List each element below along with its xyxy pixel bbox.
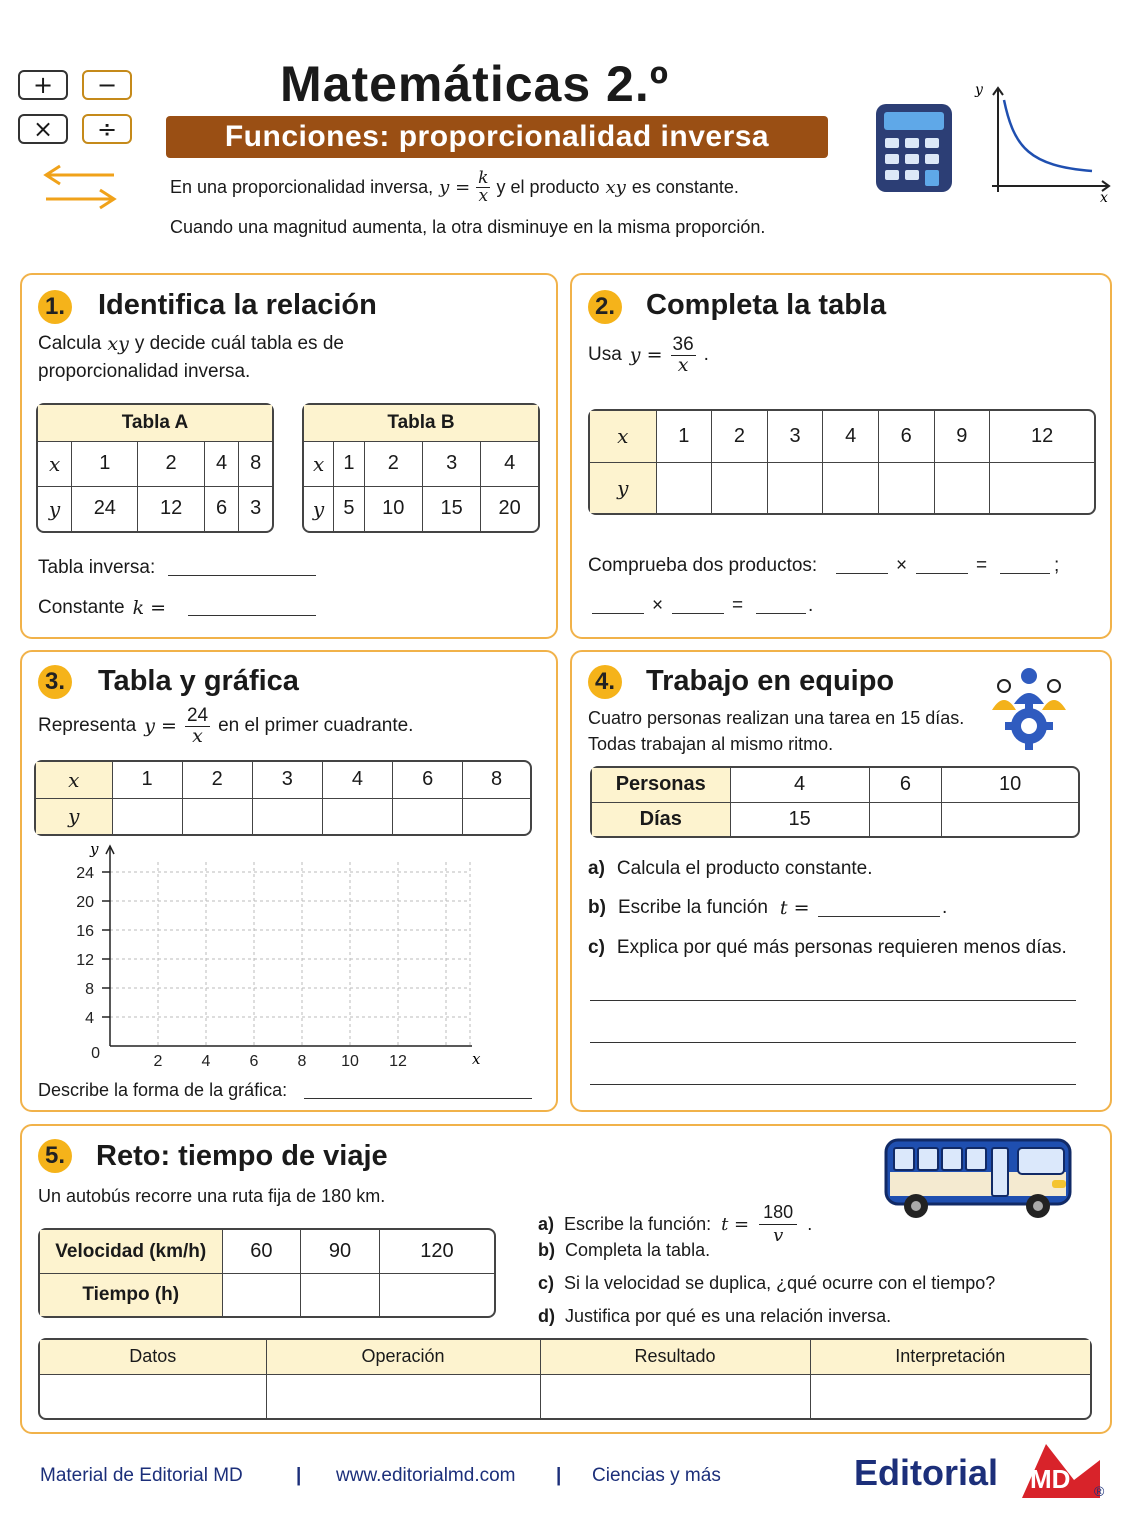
inverse-table-answer-line[interactable] <box>168 575 316 576</box>
instr-part-1: Calcula <box>38 333 102 354</box>
y-answer-cell[interactable] <box>878 462 934 513</box>
x-tick-label: 6 <box>249 1053 259 1070</box>
x-axis-label: x <box>472 1050 481 1068</box>
time-answer-cell[interactable] <box>222 1274 301 1316</box>
intro-text-a: En una proporcionalidad inversa, <box>170 177 434 197</box>
constant-label: Constante <box>38 597 125 618</box>
bus-icon <box>882 1134 1078 1222</box>
x-tick-label: 10 <box>341 1053 359 1070</box>
work-col-header: Datos <box>40 1340 266 1374</box>
table-a-x-cell: 1 <box>72 441 138 486</box>
section-4-title: Trabajo en equipo <box>646 665 895 697</box>
describe-answer-line[interactable] <box>304 1098 532 1099</box>
section-5-number: 5. <box>38 1139 72 1173</box>
work-answer-cell[interactable] <box>810 1374 1090 1418</box>
registered-mark: ® <box>1094 1483 1105 1499</box>
question-text: Explica por qué más personas requieren menos días. <box>616 937 1067 958</box>
table-b-x-label: x <box>304 441 334 486</box>
y-axis-label: y <box>90 840 99 858</box>
section-1-instruction <box>38 333 344 355</box>
y-answer-cell[interactable] <box>112 798 182 834</box>
constant-question <box>38 597 166 619</box>
y-answer-cell[interactable] <box>712 462 768 513</box>
section-2-title: Completa la tabla <box>646 289 887 321</box>
footer-url[interactable]: www.editorialmd.com <box>336 1465 516 1486</box>
section-2-number: 2. <box>588 290 622 324</box>
hyperbola-graph-icon <box>975 78 1115 208</box>
equals-symbol: = <box>732 595 744 616</box>
y-answer-cell[interactable] <box>823 462 879 513</box>
personas-cell: 6 <box>869 768 942 802</box>
formula: y = <box>629 344 663 367</box>
fraction-36-x: $\frac{36}{x}$ <box>672 334 694 376</box>
table-b-y-label: y <box>304 486 334 531</box>
answer-line[interactable] <box>590 1084 1076 1085</box>
x-cell: 6 <box>878 411 934 462</box>
table-a-y-cell: 24 <box>72 486 138 531</box>
logo-mark: MD <box>1030 1464 1071 1494</box>
formula: y = <box>439 177 471 198</box>
constant-answer-line[interactable] <box>188 615 316 616</box>
y-header: y <box>590 462 656 513</box>
team-gear-icon <box>984 664 1074 754</box>
brand-name: Editorial <box>854 1452 999 1493</box>
y-answer-cell[interactable] <box>322 798 392 834</box>
instr-part-2: y decide cuál tabla es de <box>134 333 344 354</box>
footer-material: Material de Editorial MD <box>40 1465 243 1486</box>
y-answer-cell[interactable] <box>252 798 322 834</box>
work-answer-cell[interactable] <box>40 1374 266 1418</box>
describe-label: Describe la forma de la gráfica: <box>38 1080 288 1100</box>
table-b-x-cell: 4 <box>481 441 538 486</box>
minus-op-icon: − <box>82 70 132 100</box>
check-blank[interactable] <box>836 573 888 574</box>
times-symbol: × <box>652 595 664 616</box>
table-a-x-label: x <box>38 441 72 486</box>
fraction-k-x: $\frac{k}{x}$ <box>478 168 489 206</box>
question-b <box>538 1240 710 1261</box>
times-symbol: × <box>896 555 908 576</box>
x-header: x <box>590 411 656 462</box>
question-b <box>588 897 810 919</box>
velocity-cell: 90 <box>301 1230 380 1274</box>
section-3-table <box>34 760 532 836</box>
section-2-instruction: Usa y = $\frac{36}{x}$ . <box>588 334 709 376</box>
intro-line-2: Cuando una magnitud aumenta, la otra disminuye en la misma proporción. <box>170 217 766 237</box>
table-b-y-cell: 5 <box>334 486 364 531</box>
inverse-table-question: Tabla inversa: <box>38 557 156 578</box>
y-answer-cell[interactable] <box>990 462 1094 513</box>
intro-line-1 <box>170 170 739 205</box>
table-b-title: Tabla B <box>304 405 538 441</box>
period: . <box>942 897 948 918</box>
equals-symbol: = <box>976 555 988 576</box>
dias-cell: 15 <box>730 802 869 836</box>
table-a-x-cell: 4 <box>204 441 239 486</box>
x-cell: 3 <box>767 411 823 462</box>
x-cell: 6 <box>393 762 463 798</box>
y-header: y <box>36 798 112 834</box>
table-b-x-cell: 1 <box>334 441 364 486</box>
table-a-y-label: y <box>38 486 72 531</box>
graph-y-label: y <box>975 82 983 98</box>
times-op-icon: × <box>18 114 68 144</box>
period: . <box>808 595 814 616</box>
y-answer-cell[interactable] <box>934 462 990 513</box>
check-blank[interactable] <box>1000 573 1050 574</box>
velocity-cell: 120 <box>379 1230 494 1274</box>
work-answer-cell[interactable] <box>540 1374 810 1418</box>
subtitle-banner: Funciones: proporcionalidad inversa <box>166 116 828 158</box>
constant-formula: k = <box>132 597 167 619</box>
table-b-x-cell: 3 <box>422 441 480 486</box>
table-a-title: Tabla A <box>38 405 272 441</box>
x-tick-label: 4 <box>201 1053 211 1070</box>
work-col-header: Operación <box>266 1340 540 1374</box>
personas-cell: 4 <box>730 768 869 802</box>
y-tick-label: 12 <box>76 952 94 969</box>
coordinate-grid[interactable] <box>62 842 502 1072</box>
work-answer-cell[interactable] <box>266 1374 540 1418</box>
section-3-number: 3. <box>38 665 72 699</box>
section-2-card <box>570 273 1112 639</box>
time-answer-cell[interactable] <box>379 1274 494 1316</box>
x-cell: 12 <box>990 411 1094 462</box>
question-c <box>538 1273 995 1294</box>
instr-b: en el primer cuadrante. <box>218 715 414 737</box>
question-letter: a) <box>538 1213 555 1234</box>
dias-answer-cell[interactable] <box>869 802 942 836</box>
x-tick-label: 2 <box>153 1053 163 1070</box>
footer-separator: | <box>556 1465 562 1486</box>
dias-header: Días <box>592 802 730 836</box>
question-text: Escribe la función <box>617 897 768 918</box>
footer-tagline: Ciencias y más <box>592 1465 721 1486</box>
section-1-card <box>20 273 558 639</box>
table-a-x-cell: 8 <box>239 441 272 486</box>
section-4-number: 4. <box>588 665 622 699</box>
work-col-header: Resultado <box>540 1340 810 1374</box>
question-d <box>538 1306 891 1327</box>
question-text: Justifica por qué es una relación inversa. <box>565 1306 892 1326</box>
answer-line[interactable] <box>590 1042 1076 1043</box>
table-b-y-cell: 20 <box>481 486 538 531</box>
y-tick-label: 24 <box>76 865 94 882</box>
y-tick-label: 4 <box>85 1010 94 1027</box>
personas-header: Personas <box>592 768 730 802</box>
check-blank[interactable] <box>672 613 724 614</box>
calculator-icon <box>874 102 954 194</box>
section-5-card <box>20 1124 1112 1434</box>
question-letter: d) <box>538 1306 555 1326</box>
section-3-title: Tabla y gráfica <box>98 665 299 697</box>
check-blank[interactable] <box>592 613 644 614</box>
fraction-180-v: $\frac{180}{v}$ <box>759 1202 797 1246</box>
function-answer-line[interactable] <box>818 916 940 917</box>
page-title: Matemáticas 2.º <box>280 56 669 112</box>
y-answer-cell[interactable] <box>182 798 252 834</box>
table-a-y-cell: 6 <box>204 486 239 531</box>
y-answer-cell[interactable] <box>656 462 712 513</box>
divide-op-icon: ÷ <box>82 114 132 144</box>
fraction-24-x: $\frac{24}{x}$ <box>186 705 209 747</box>
origin-label: 0 <box>91 1045 100 1062</box>
work-table <box>38 1338 1092 1420</box>
section-5-title: Reto: tiempo de viaje <box>96 1140 388 1172</box>
graph-x-label: x <box>1100 190 1108 206</box>
work-col-header: Interpretación <box>810 1340 1090 1374</box>
question-letter: b) <box>588 897 606 918</box>
plus-op-icon: + <box>18 70 68 100</box>
section-2-table <box>588 409 1096 515</box>
x-cell: 4 <box>322 762 392 798</box>
check-blank[interactable] <box>756 613 806 614</box>
x-header: x <box>36 762 112 798</box>
section-5-intro: Un autobús recorre una ruta fija de 180 km. <box>38 1186 386 1206</box>
section-1-instruction-2: proporcionalidad inversa. <box>38 361 251 382</box>
y-answer-cell[interactable] <box>463 798 530 834</box>
question-text: Si la velocidad se duplica, ¿qué ocurre con el tiempo? <box>564 1273 996 1293</box>
table-b-y-cell: 15 <box>422 486 480 531</box>
x-cell: 8 <box>463 762 530 798</box>
intro-text-c: es constante. <box>631 177 739 197</box>
question-letter: b) <box>538 1240 555 1260</box>
section-3-instruction <box>38 706 413 747</box>
section-1-number: 1. <box>38 290 72 324</box>
usa-label: Usa <box>588 344 622 366</box>
question-letter: c) <box>588 937 605 958</box>
velocity-table <box>38 1228 496 1318</box>
x-cell: 2 <box>182 762 252 798</box>
question-a: a) Escribe la función: t = $\frac{180}{v}$ . <box>538 1202 813 1246</box>
x-cell: 9 <box>934 411 990 462</box>
section-4-line-1: Cuatro personas realizan una tarea en 15 días. <box>588 708 965 728</box>
y-tick-label: 16 <box>76 923 94 940</box>
question-letter: a) <box>588 858 605 879</box>
question-c <box>588 937 1067 959</box>
velocity-header: Velocidad (km/h) <box>40 1230 222 1274</box>
x-cell: 4 <box>823 411 879 462</box>
xy-product: xy <box>605 177 626 198</box>
question-a <box>588 858 873 880</box>
intro-text-b: y el producto <box>496 177 600 197</box>
section-1-title: Identifica la relación <box>98 289 377 321</box>
section-4-table <box>590 766 1080 838</box>
time-answer-cell[interactable] <box>301 1274 380 1316</box>
x-cell: 3 <box>252 762 322 798</box>
check-products-label: Comprueba dos productos: <box>588 555 818 576</box>
t-equals: t = <box>721 1213 750 1235</box>
section-3-card <box>20 650 558 1112</box>
t-equals: t = <box>779 897 810 919</box>
section-4-card <box>570 650 1112 1112</box>
instr-a: Representa <box>38 715 137 737</box>
question-text: Escribe la función: <box>564 1213 712 1234</box>
section-4-line-2: Todas trabajan al mismo ritmo. <box>588 734 834 754</box>
footer-separator: | <box>296 1465 302 1486</box>
x-cell: 1 <box>656 411 712 462</box>
table-b <box>302 403 540 533</box>
y-answer-cell[interactable] <box>393 798 463 834</box>
arrows-icon <box>40 163 120 213</box>
table-a-y-cell: 12 <box>138 486 204 531</box>
x-tick-label: 8 <box>297 1053 307 1070</box>
dias-answer-cell[interactable] <box>942 802 1078 836</box>
editorial-md-logo <box>1016 1440 1110 1500</box>
question-text: Completa la tabla. <box>565 1240 711 1260</box>
check-blank[interactable] <box>916 573 968 574</box>
x-tick-label: 12 <box>389 1053 407 1070</box>
velocity-cell: 60 <box>222 1230 301 1274</box>
y-answer-cell[interactable] <box>767 462 823 513</box>
table-a <box>36 403 274 533</box>
table-a-y-cell: 3 <box>239 486 272 531</box>
semicolon: ; <box>1054 555 1060 576</box>
y-tick-label: 20 <box>76 894 94 911</box>
x-cell: 2 <box>712 411 768 462</box>
table-a-x-cell: 2 <box>138 441 204 486</box>
time-header: Tiempo (h) <box>40 1274 222 1316</box>
question-text: Calcula el producto constante. <box>616 858 873 879</box>
personas-cell: 10 <box>942 768 1078 802</box>
x-cell: 1 <box>112 762 182 798</box>
formula: y = <box>144 715 177 738</box>
y-tick-label: 8 <box>85 981 94 998</box>
table-b-y-cell: 10 <box>364 486 422 531</box>
question-letter: c) <box>538 1273 555 1293</box>
answer-line[interactable] <box>590 1000 1076 1001</box>
table-b-x-cell: 2 <box>364 441 422 486</box>
xy-product: xy <box>107 333 129 355</box>
